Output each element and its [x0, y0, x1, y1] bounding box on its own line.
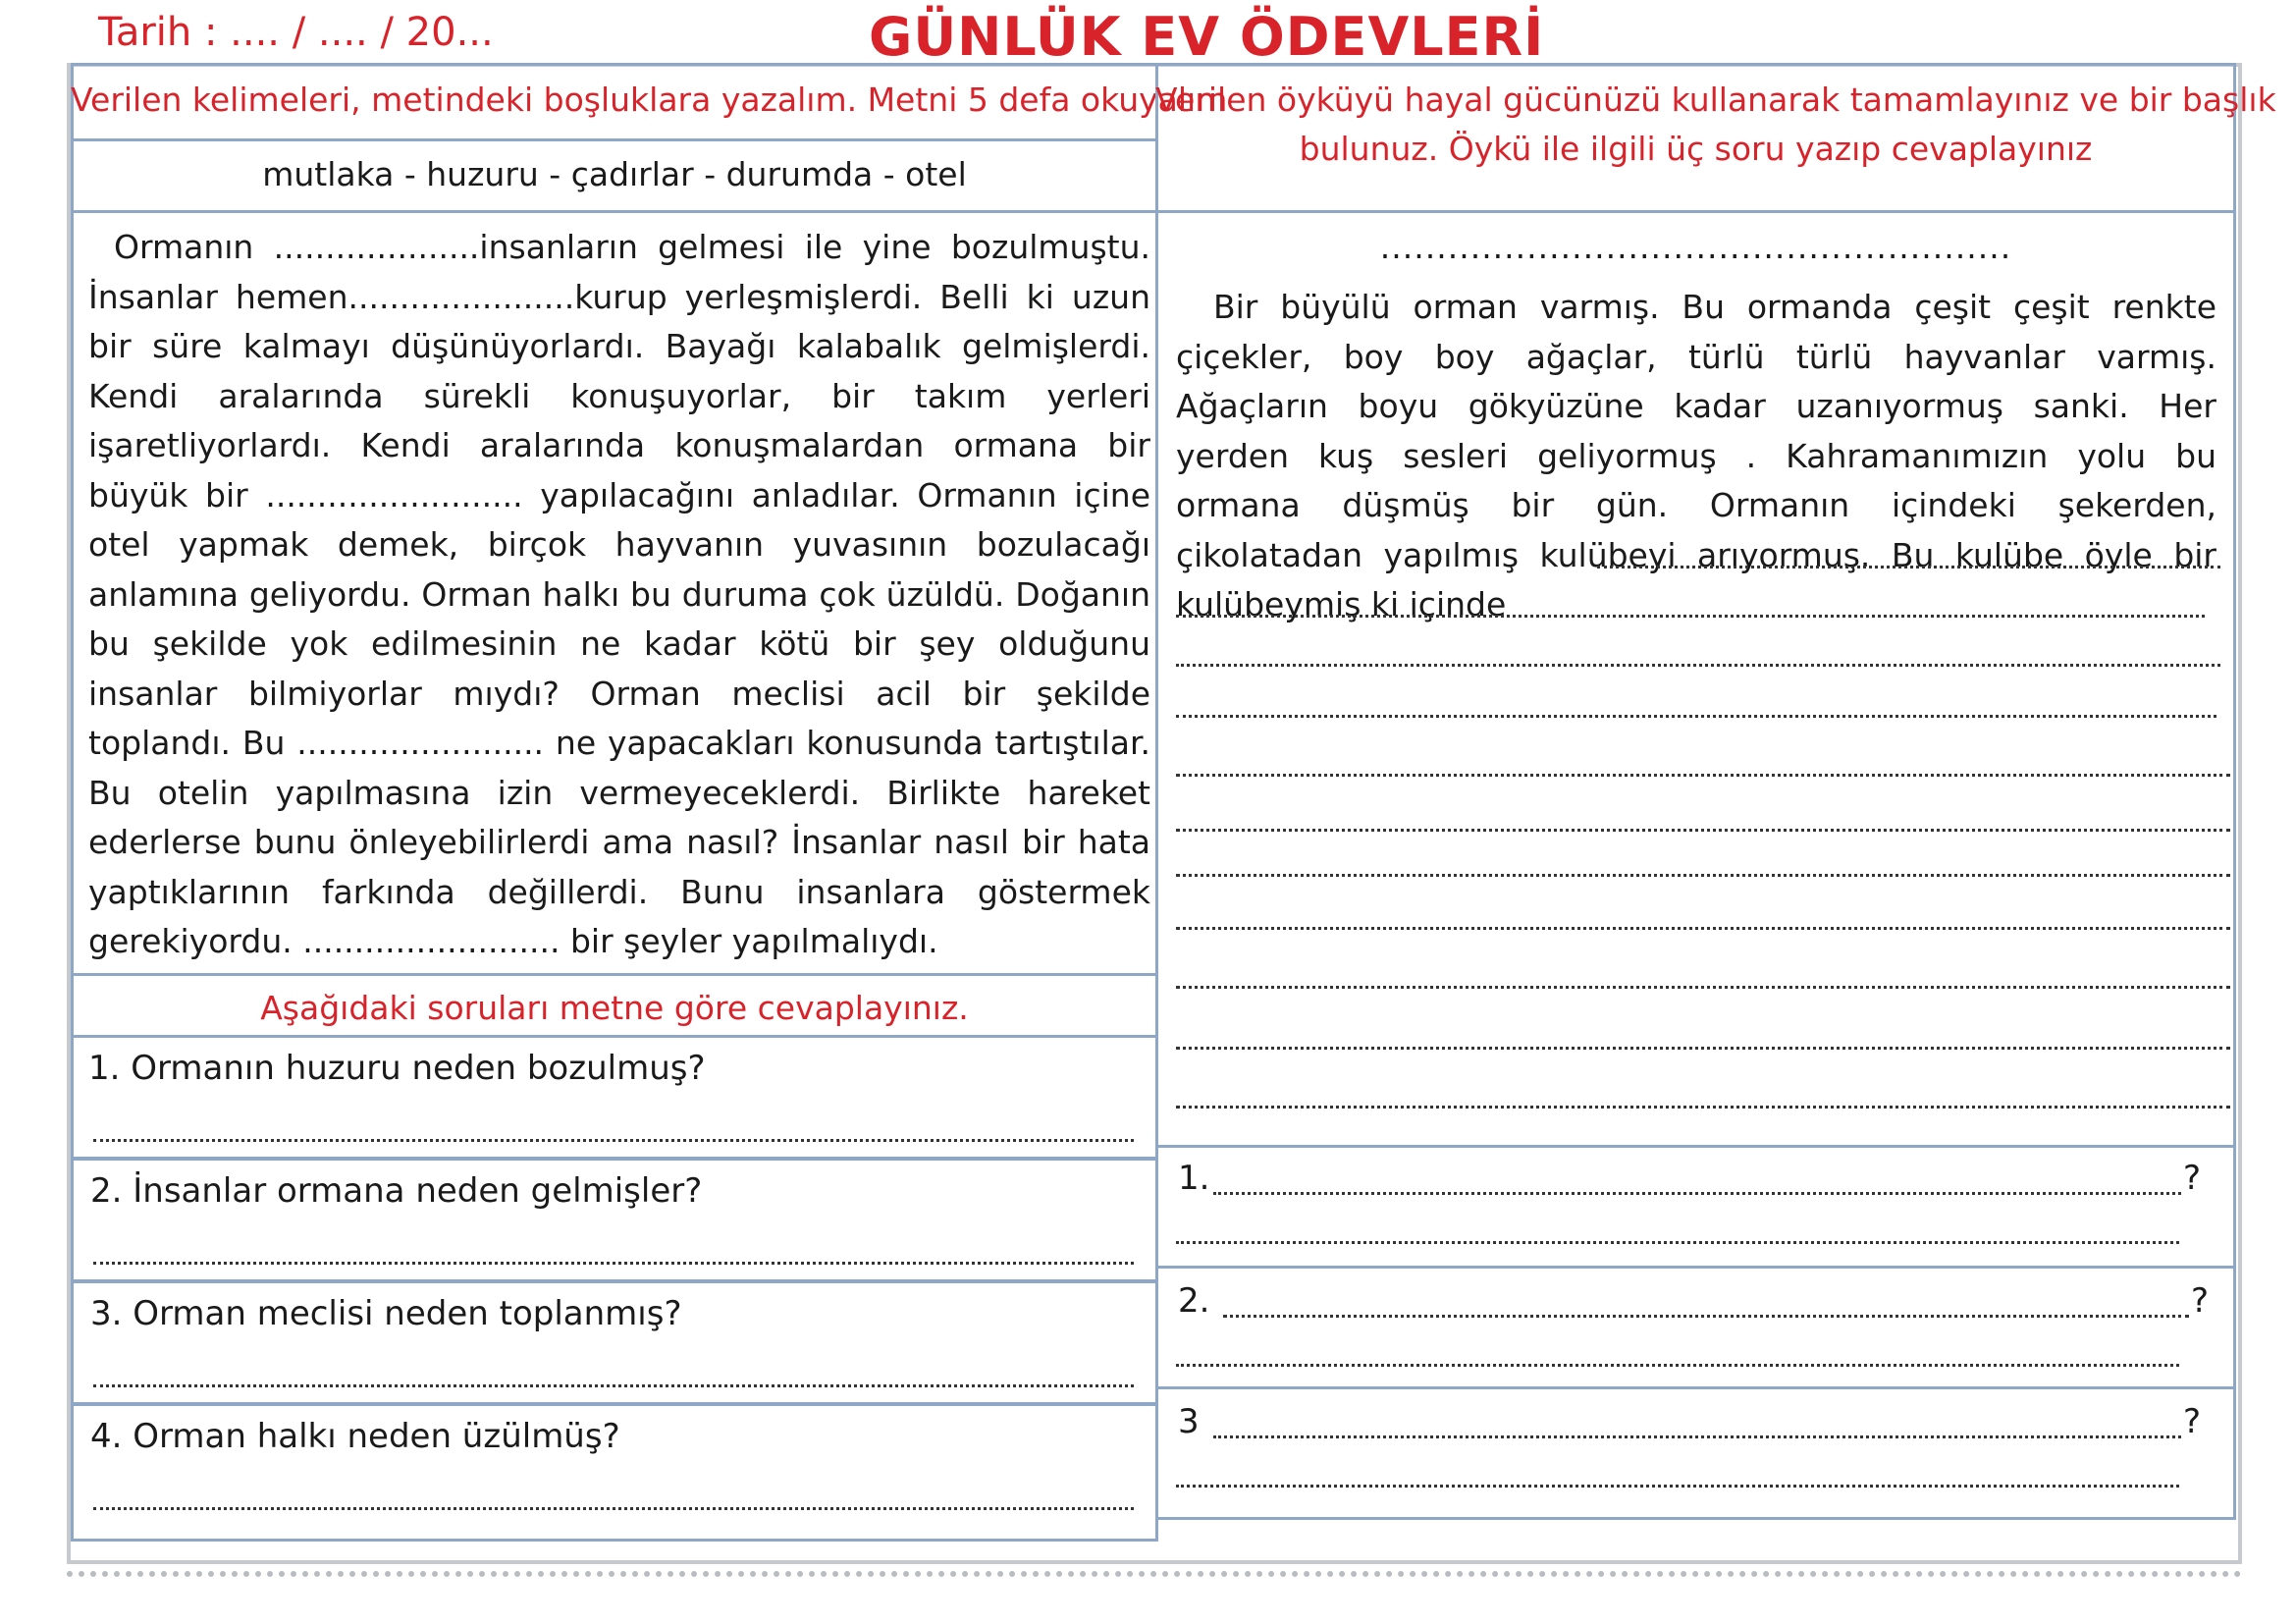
divider: [71, 1279, 1158, 1283]
prompt-number-3: 3: [1178, 1402, 1200, 1441]
writing-line[interactable]: [1176, 874, 2230, 877]
divider: [71, 1157, 1158, 1161]
divider: [1155, 1145, 2236, 1148]
divider: [1155, 1386, 2236, 1389]
story-title-blank[interactable]: ........................................................: [1379, 228, 2012, 266]
prompt-number-2: 2.: [1178, 1281, 1210, 1321]
answer-line-4[interactable]: [93, 1507, 1134, 1510]
story-text: Bir büyülü orman varmış. Bu ormanda çeşit çeşit renkte çiçekler, boy boy ağaçlar, türlü türlü hayvanlar varmış. Ağaçların boyu gökyüzüne kadar uzanıyormuş sanki. Her yerden kuş sesleri geliyormuş . Kahramanımızın yolu bu ormana düşmüş bir gün. Ormanın içindeki şekerden, çikolatadan yapılmış kulübeyi arıyormuş. Bu kulübe öyle bir kulübeymiş ki içinde: [1176, 288, 2216, 623]
answer-line-1[interactable]: [93, 1139, 1134, 1142]
answer-line-3[interactable]: [93, 1384, 1134, 1387]
story-continuation-line[interactable]: [1597, 566, 2220, 568]
writing-line[interactable]: [1176, 615, 2205, 618]
right-column: [1155, 63, 2276, 1520]
divider: [71, 973, 1158, 976]
writing-line[interactable]: [1176, 986, 2230, 989]
question-mark-3: ?: [2183, 1402, 2202, 1441]
writing-line[interactable]: [1176, 927, 2230, 930]
date-field: Tarih : .... / .... / 20...: [98, 10, 494, 55]
prompt-number-1: 1.: [1178, 1159, 1210, 1198]
writing-line[interactable]: [1176, 1106, 2230, 1109]
question-line-3[interactable]: [1213, 1435, 2181, 1438]
divider: [71, 210, 1158, 213]
question-mark-1: ?: [2183, 1159, 2202, 1198]
question-2: 2. İnsanlar ormana neden gelmişler?: [90, 1171, 703, 1211]
answer-line-right-1[interactable]: [1176, 1241, 2179, 1244]
word-bank: mutlaka - huzuru - çadırlar - durumda - otel: [262, 155, 967, 193]
answer-line-2[interactable]: [93, 1262, 1134, 1265]
divider: [1155, 1266, 2236, 1269]
divider: [71, 1402, 1158, 1406]
right-instruction-line-2: bulunuz. Öykü ile ilgili üç soru yazıp cevaplayınız: [1299, 130, 2093, 168]
divider: [71, 1035, 1158, 1038]
writing-line[interactable]: [1176, 664, 2220, 667]
writing-line[interactable]: [1176, 774, 2230, 777]
reading-passage: Ormanın ....................insanların gelmesi ile yine bozulmuştu. İnsanlar hemen......................kurup yerleşmişlerdi. Belli ki uzun bir süre kalmayı düşünüyorlardı. Bayağı kalabalık gelmişlerdi. Kendi aralarında sürekli konuşuyorlar, bir takım yerleri işaretliyorlardı. Kendi aralarında konuşmalardan ormana bir büyük bir ......................... yapılacağını anladılar. Ormanın içine otel yapmak demek, birçok hayvanın yuvasının bozulacağı anlamına geliyordu. Orman halkı bu duruma çok üzüldü. Doğanın bu şekilde yok edilmesinin ne kadar kötü bir şey olduğunu insanlar bilmiyorlar mıydı? Orman meclisi acil bir şekilde toplandı. Bu ........................ ne yapacakları konusunda tartıştılar. Bu otelin yapılmasına izin vermeyeceklerdi. Birlikte hareket ederlerse bunu önleyebilirlerdi ama nasıl? İnsanlar nasıl bir hata yaptıklarının farkında değillerdi. Bunu insanlara göstermek gerekiyordu. ......................... bir şeyler yapılmalıydı.: [88, 228, 1150, 960]
answer-line-right-3[interactable]: [1176, 1485, 2179, 1488]
divider: [1155, 210, 2236, 213]
question-line-2[interactable]: [1223, 1315, 2189, 1318]
writing-line[interactable]: [1176, 829, 2230, 832]
writing-line[interactable]: [1176, 715, 2216, 718]
question-1: 1. Ormanın huzuru neden bozulmuş?: [88, 1049, 706, 1088]
writing-line[interactable]: [1176, 1047, 2230, 1050]
page-title: GÜNLÜK EV ÖDEVLERİ: [869, 6, 1545, 68]
right-instruction-line-1: Verilen öyküyü hayal gücünüzü kullanarak tamamlayınız ve bir başlık: [1155, 81, 2276, 119]
question-3: 3. Orman meclisi neden toplanmış?: [90, 1294, 682, 1333]
left-instruction: Verilen kelimeleri, metindeki boşluklara yazalım. Metni 5 defa okuyalım: [71, 81, 1228, 119]
question-4: 4. Orman halkı neden üzülmüş?: [90, 1417, 620, 1456]
divider: [71, 138, 1158, 141]
question-line-1[interactable]: [1213, 1192, 2181, 1195]
worksheet-bottom-border: [67, 1571, 2242, 1577]
answer-line-right-2[interactable]: [1176, 1364, 2179, 1367]
questions-heading: Aşağıdaki soruları metne göre cevaplayınız.: [260, 989, 969, 1027]
question-mark-2: ?: [2191, 1281, 2210, 1321]
